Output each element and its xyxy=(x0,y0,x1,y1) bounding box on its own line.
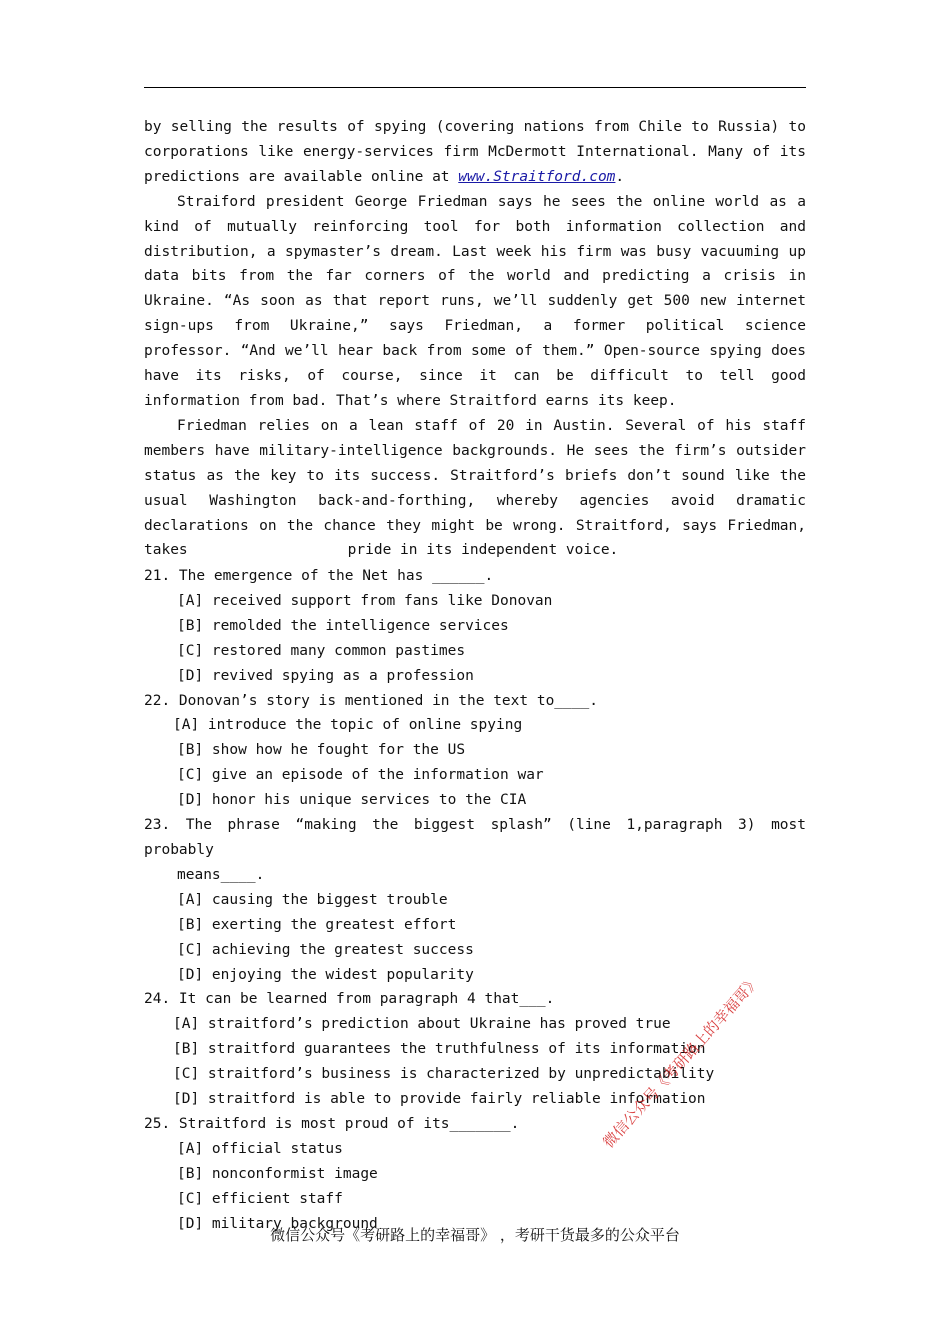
option-d: [D] military background xyxy=(177,1215,378,1232)
question-22 xyxy=(144,689,806,814)
option-a: [A] straitford’s prediction about Ukraine has proved true xyxy=(173,1016,671,1033)
option-c: [C] efficient staff xyxy=(177,1190,343,1207)
option-b: [B] show how he fought for the US xyxy=(177,742,466,759)
question-stem-continued: means____. xyxy=(177,866,265,883)
option-b: [B] exerting the greatest effort xyxy=(177,916,457,933)
option-a: [A] received support from fans like Donovan xyxy=(177,592,553,609)
paragraph-1: by selling the results of spying (covering nations from Chile to Russia) to corporations like energy-services firm McDermott International. Many of its predictions are available online at www.Straitford.com. xyxy=(144,119,806,185)
option-c: [C] achieving the greatest success xyxy=(177,941,474,958)
option-a: [A] official status xyxy=(177,1140,343,1157)
option-d: [D] revived spying as a profession xyxy=(177,667,474,684)
straitford-link[interactable]: www.Straitford.com xyxy=(458,168,616,185)
watermark-stamp: 微信公众号《考研路上的幸福哥》 xyxy=(599,972,764,1152)
option-d: [D] enjoying the widest popularity xyxy=(177,966,474,983)
question-25 xyxy=(144,1112,806,1237)
passage xyxy=(144,115,806,563)
question-stem: 21. The emergence of the Net has ______. xyxy=(144,568,494,584)
question-stem: 23. The phrase “making the biggest splash” (line 1,paragraph 3) most probably xyxy=(144,817,806,858)
question-stem: 25. Straitford is most proud of its_______. xyxy=(144,1115,520,1132)
question-24 xyxy=(144,987,806,1112)
option-b: [B] remolded the intelligence services xyxy=(177,617,509,634)
option-b: [B] nonconformist image xyxy=(177,1165,378,1182)
question-list xyxy=(144,564,806,1236)
paragraph-2: Straiford president George Friedman says he sees the online world as a kind of mutually reinforcing tool for both information collection and distribution, a spymaster’s dream. Last week his firm was busy vacuuming up data bits from the far corners of the world and predicting a crisis in Ukraine. “As soon as that report runs, we’ll suddenly get 500 new internet sign-ups from Ukraine,” says Friedman, a former political science professor. “And we’ll hear back from some of them.” Open-source spying does have its risks, of course, since it can be difficult to tell good information from bad. That’s where Straitford earns its keep. xyxy=(144,193,806,409)
question-23 xyxy=(144,813,806,987)
question-stem: 24. It can be learned from paragraph 4 that___. xyxy=(144,991,555,1008)
option-d: [D] straitford is able to provide fairly reliable information xyxy=(173,1091,706,1108)
footer-text: 微信公众号《考研路上的幸福哥》 ，考研干货最多的公众平台 xyxy=(270,1226,680,1244)
option-d: [D] honor his unique services to the CIA xyxy=(177,792,527,809)
question-21 xyxy=(144,564,806,689)
option-c: [C] give an episode of the information war xyxy=(177,767,544,784)
option-a: [A] causing the biggest trouble xyxy=(177,891,448,908)
option-c: [C] straitford’s business is characterized by unpredictability xyxy=(173,1066,715,1083)
header-rule xyxy=(144,87,806,88)
option-a: [A] introduce the topic of online spying xyxy=(173,717,523,734)
option-c: [C] restored many common pastimes xyxy=(177,642,466,659)
question-stem: 22. Donovan’s story is mentioned in the text to____. xyxy=(144,692,598,709)
option-b: [B] straitford guarantees the truthfulness of its information xyxy=(173,1041,706,1058)
paragraph-3: Friedman relies on a lean staff of 20 in Austin. Several of his staff members have military-intelligence backgrounds. He sees the firm’s outsider status as the key to its success. Straitford’s briefs don’t sound like the usual Washington back-and-forthing, whereby agencies avoid dramatic declarations on the chance they might be wrong. Straitford, says Friedman, takes pride in its independent voice. xyxy=(144,417,806,559)
